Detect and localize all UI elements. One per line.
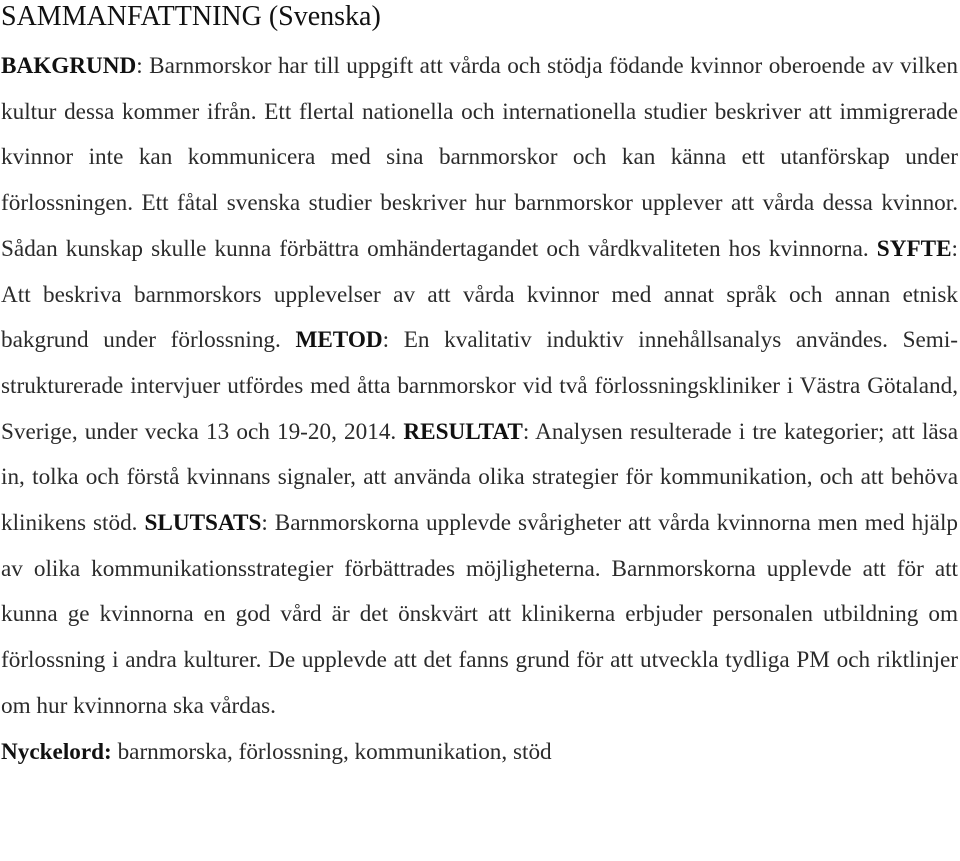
abstract-paragraph — [1, 44, 958, 730]
keywords-label: Nyckelord: — [1, 738, 112, 765]
method-text: : En kvalitativ induktiv innehållsanalys användes. Semi-strukturerade intervjuer utfördes med åtta barnmorskor vid två förlossningskliniker i Västra Götaland, Sverige, under vecka 13 och 19-20, 2014. — [1, 327, 958, 445]
keywords-text: barnmorska, förlossning, kommunikation, stöd — [111, 738, 552, 765]
aim-label: SYFTE — [876, 235, 952, 262]
conclusion-text: : Barnmorskorna upplevde svårigheter att vårda kvinnorna men med hjälp av olika kommunikationsstrategier förbättrades möjligheterna. Barnmorskorna upplevde att för att kunna ge kvinnorna en god vård är det önskvärt att klinikerna erbjuder personalen utbildning om förlossning i andra kulturer. De upplevde att det fanns grund för att utveckla tydliga PM och riktlinjer om hur kvinnorna ska vårdas. — [1, 510, 958, 719]
background-label: BAKGRUND — [1, 53, 137, 79]
background-text: : Barnmorskor har till uppgift att vårda och stödja födande kvinnor oberoende av vilken kultur dessa kommer ifrån. Ett flertal nationella och internationella studier beskriver att immigrerade kvinnor inte kan kommunicera med sina barnmorskor och kan känna ett utanförskap under förlossningen. Ett fåtal svenska studier beskriver hur barnmorskor upplever att vårda dessa kvinnor. Sådan kunskap skulle kunna förbättra omhändertagandet och vårdkvaliteten hos kvinnorna. — [1, 53, 958, 262]
aim-text: : Att beskriva barnmorskors upplevelser av att vårda kvinnor med annat språk och annan etnisk bakgrund under förlossning. — [1, 235, 958, 354]
method-label: METOD — [295, 327, 383, 354]
document-page — [1, 0, 958, 775]
results-text: : Analysen resulterade i tre kategorier; att läsa in, tolka och förstå kvinnans signaler, att använda olika strategier för kommunikation, och att behöva klinikens stöd. — [1, 418, 959, 537]
conclusion-label: SLUTSATS — [144, 510, 262, 537]
section-title: SAMMANFATTNING (Svenska) — [1, 1, 381, 32]
keywords-line — [1, 730, 958, 776]
results-label: RESULTAT — [403, 418, 523, 445]
